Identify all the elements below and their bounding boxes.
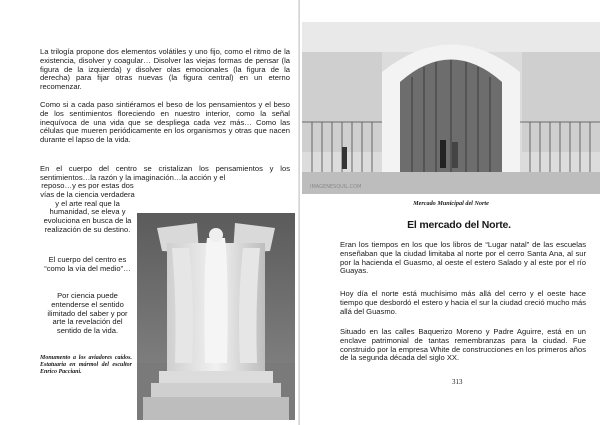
left-paragraph-2: Como si a cada paso sintiéramos el beso de los pensamientos y el beso de los sentimientos floreciendo en nuestro interior, como la señal inequívoca de una vida que se despliega cada vez más… Como las células que mueren periódicamente en los organismos y otras que nacen durante el lapso de la vida. [40, 100, 290, 145]
right-paragraph-2: Hoy día el norte está muchísimo más allá del cerro y el oeste hace tiempo que desbordó el estero y hacia el sur la ciudad creció mucho más allá del Guasmo. [340, 289, 586, 316]
monument-caption: Monumento a los aviadores caídos. Estatuaria en mármol del escultor Enrico Pacciani. [40, 355, 132, 375]
left-paragraph-3: En el cuerpo del centro se cristalizan los pensamientos y los sentimientos…la razón y la imaginación…la acción y el [40, 164, 290, 182]
right-paragraph-3: Situado en las calles Baquerizo Moreno y Padre Aguirre, está en un enclave patrimonial de tantas remembranzas para la ciudad. Fue construido por la empresa White de construcciones en los primeros años de la segunda década del siglo XX. [340, 327, 586, 363]
photo-watermark: IMAGENESQUIL.COM [310, 184, 362, 190]
left-paragraph-1: La trilogía propone dos elementos volátiles y uno fijo, como el ritmo de la existencia, disolver y coagular… Disolver las viejas formas de pensar (la figura de la izquierda) y disolver olas emocionales (la figura de la derecha) para fijar otras nuevas (la figura central) en un eterno recomenzar. [40, 47, 290, 92]
section-heading: El mercado del Norte. [407, 219, 511, 231]
right-paragraph-1: Eran los tiempos en los que los libros de “Lugar natal” de las escuelas enseñaban que la ciudad limitaba al norte por el cerro Santa Ana, al sur por la hacienda el Guasmo, al oeste el estero Salado y al este por el río Guayas. [340, 240, 586, 276]
monument-photo [137, 213, 295, 420]
left-column-text-1: reposo…y es por estas dos vías de la ciencia verdadera y el arte real que la humanidad, se eleva y evoluciona en busca de la realización de su destino. [40, 181, 135, 234]
market-caption: Mercado Municipal del Norte [413, 200, 489, 207]
market-photo [302, 22, 600, 194]
page-number: 313 [452, 378, 463, 386]
left-column-text-2: El cuerpo del centro es “como la vía del medio”… [44, 255, 131, 273]
left-column-text-3: Por ciencia puede entenderse el sentido ilimitado del saber y por arte la revelación del sentido de la vida. [47, 291, 128, 336]
